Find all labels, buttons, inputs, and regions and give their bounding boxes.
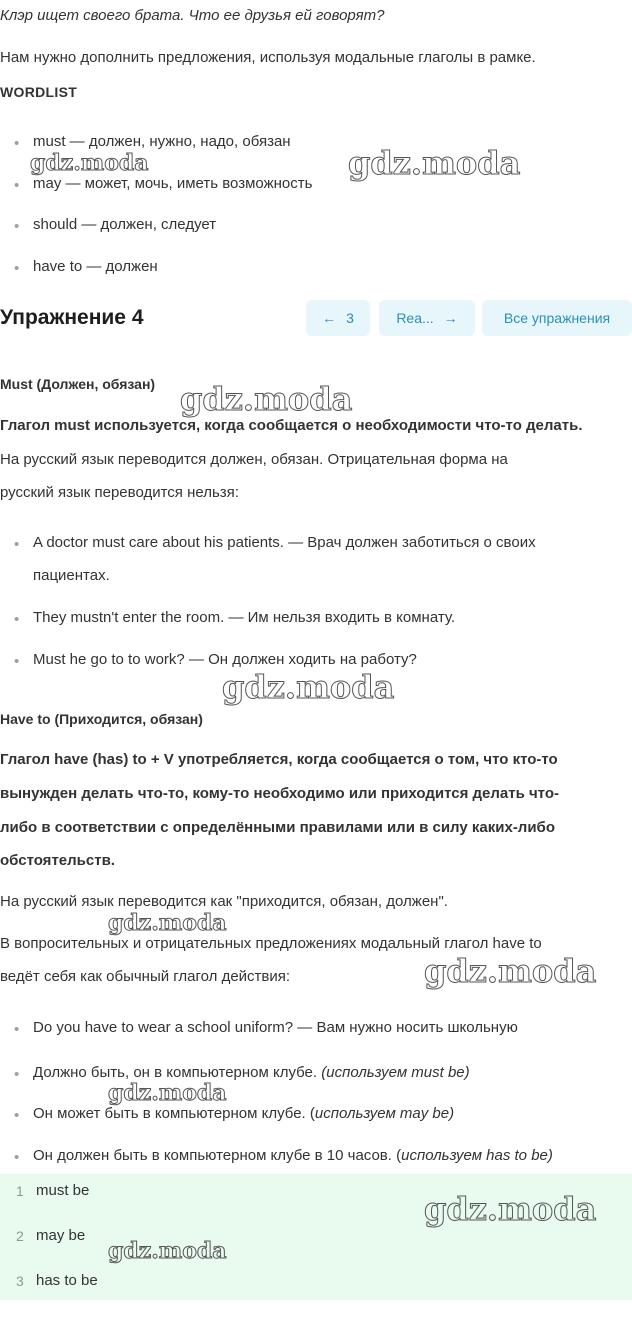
next-exercise-label: Rea... [396, 310, 434, 326]
bullet-icon: • [14, 218, 20, 235]
answer-text: must be [36, 1182, 90, 1199]
answer-number: 3 [16, 1273, 24, 1289]
must-heading: Must (Должен, обязан) [0, 376, 156, 392]
bullet-icon: • [14, 177, 20, 194]
wordlist-title: WORDLIST [0, 84, 78, 100]
wordlist-item: may — может, мочь, иметь возможность [33, 175, 313, 192]
bullet-icon: • [14, 135, 20, 152]
exercise-title: Упражнение 4 [0, 306, 144, 329]
must-text-line: русский язык переводится нельзя: [0, 484, 239, 501]
example-item: Must he go to to work? — Он должен ходить на работу? [33, 651, 417, 668]
prev-exercise-label: 3 [346, 310, 354, 326]
answer-text: may be [36, 1227, 86, 1244]
bullet-icon: • [14, 260, 20, 277]
bullet-icon: • [14, 536, 20, 553]
watermark: gdz.moda [424, 1190, 597, 1228]
have-to-heading: Have to (Приходится, обязан) [0, 711, 203, 727]
bullet-icon: • [14, 653, 20, 670]
watermark: gdz.moda [30, 150, 149, 176]
watermark: gdz.moda [424, 952, 597, 990]
must-text-line: На русский язык переводится должен, обязан. Отрицательная форма на [0, 451, 508, 468]
must-rule: Глагол must используется, когда сообщается о необходимости что-то делать. [0, 417, 583, 434]
watermark: gdz.moda [108, 1080, 227, 1106]
task-question: Клэр ищет своего брата. Что ее друзья ей говорят? [0, 7, 385, 24]
watermark: gdz.moda [108, 1238, 227, 1264]
have-to-translation: На русский язык переводится как "приходится, обязан, должен". [0, 893, 448, 910]
example-item: They mustn't enter the room. — Им нельзя входить в комнату. [33, 609, 456, 626]
have-to-rule-line: Глагол have (has) to + V употребляется, когда сообщается о том, что кто-то [0, 751, 558, 768]
example-item: Do you have to wear a school uniform? — Вам нужно носить школьную [33, 1019, 518, 1036]
solution-item: Он может быть в компьютерном клубе. (используем may be) [33, 1105, 455, 1122]
arrow-right-icon: → [443, 310, 458, 326]
example-item: A doctor must care about his patients. — Врач должен заботиться о своих [33, 534, 536, 551]
answer-text: has to be [36, 1272, 98, 1289]
have-to-rule-line: обстоятельств. [0, 852, 115, 869]
bullet-icon: • [14, 1066, 20, 1083]
have-to-note-line: В вопросительных и отрицательных предложениях модальный глагол have to [0, 935, 542, 952]
solution-item: Должно быть, он в компьютерном клубе. (используем must be) [33, 1064, 470, 1081]
all-exercises-button[interactable] [482, 300, 632, 336]
example-item-continued: пациентах. [33, 567, 110, 584]
watermark: gdz.moda [348, 144, 521, 182]
bullet-icon: • [14, 1149, 20, 1166]
have-to-rule-line: либо в соответствии с определёнными правилами или в силу каких-либо [0, 819, 555, 836]
arrow-left-icon: ← [322, 310, 337, 326]
answer-number: 2 [16, 1228, 24, 1244]
answer-number: 1 [16, 1183, 24, 1199]
task-instruction: Нам нужно дополнить предложения, используя модальные глаголы в рамке. [0, 49, 536, 66]
have-to-note-line: ведёт себя как обычный глагол действия: [0, 968, 291, 985]
watermark: gdz.moda [222, 668, 395, 706]
watermark: gdz.moda [180, 380, 353, 418]
wordlist-item: must — должен, нужно, надо, обязан [33, 133, 291, 150]
bullet-icon: • [14, 1021, 20, 1038]
watermark: gdz.moda [108, 910, 227, 936]
bullet-icon: • [14, 1107, 20, 1124]
all-exercises-label: Все упражнения [503, 310, 611, 326]
solution-item: Он должен быть в компьютерном клубе в 10 часов. (используем has to be) [33, 1147, 553, 1164]
prev-exercise-button[interactable] [306, 300, 370, 336]
wordlist-item: should — должен, следует [33, 216, 217, 233]
next-exercise-button[interactable] [379, 300, 475, 336]
bullet-icon: • [14, 611, 20, 628]
have-to-rule-line: вынужден делать что-то, кому-то необходимо или приходится делать что- [0, 785, 559, 802]
wordlist-item: have to — должен [33, 258, 158, 275]
